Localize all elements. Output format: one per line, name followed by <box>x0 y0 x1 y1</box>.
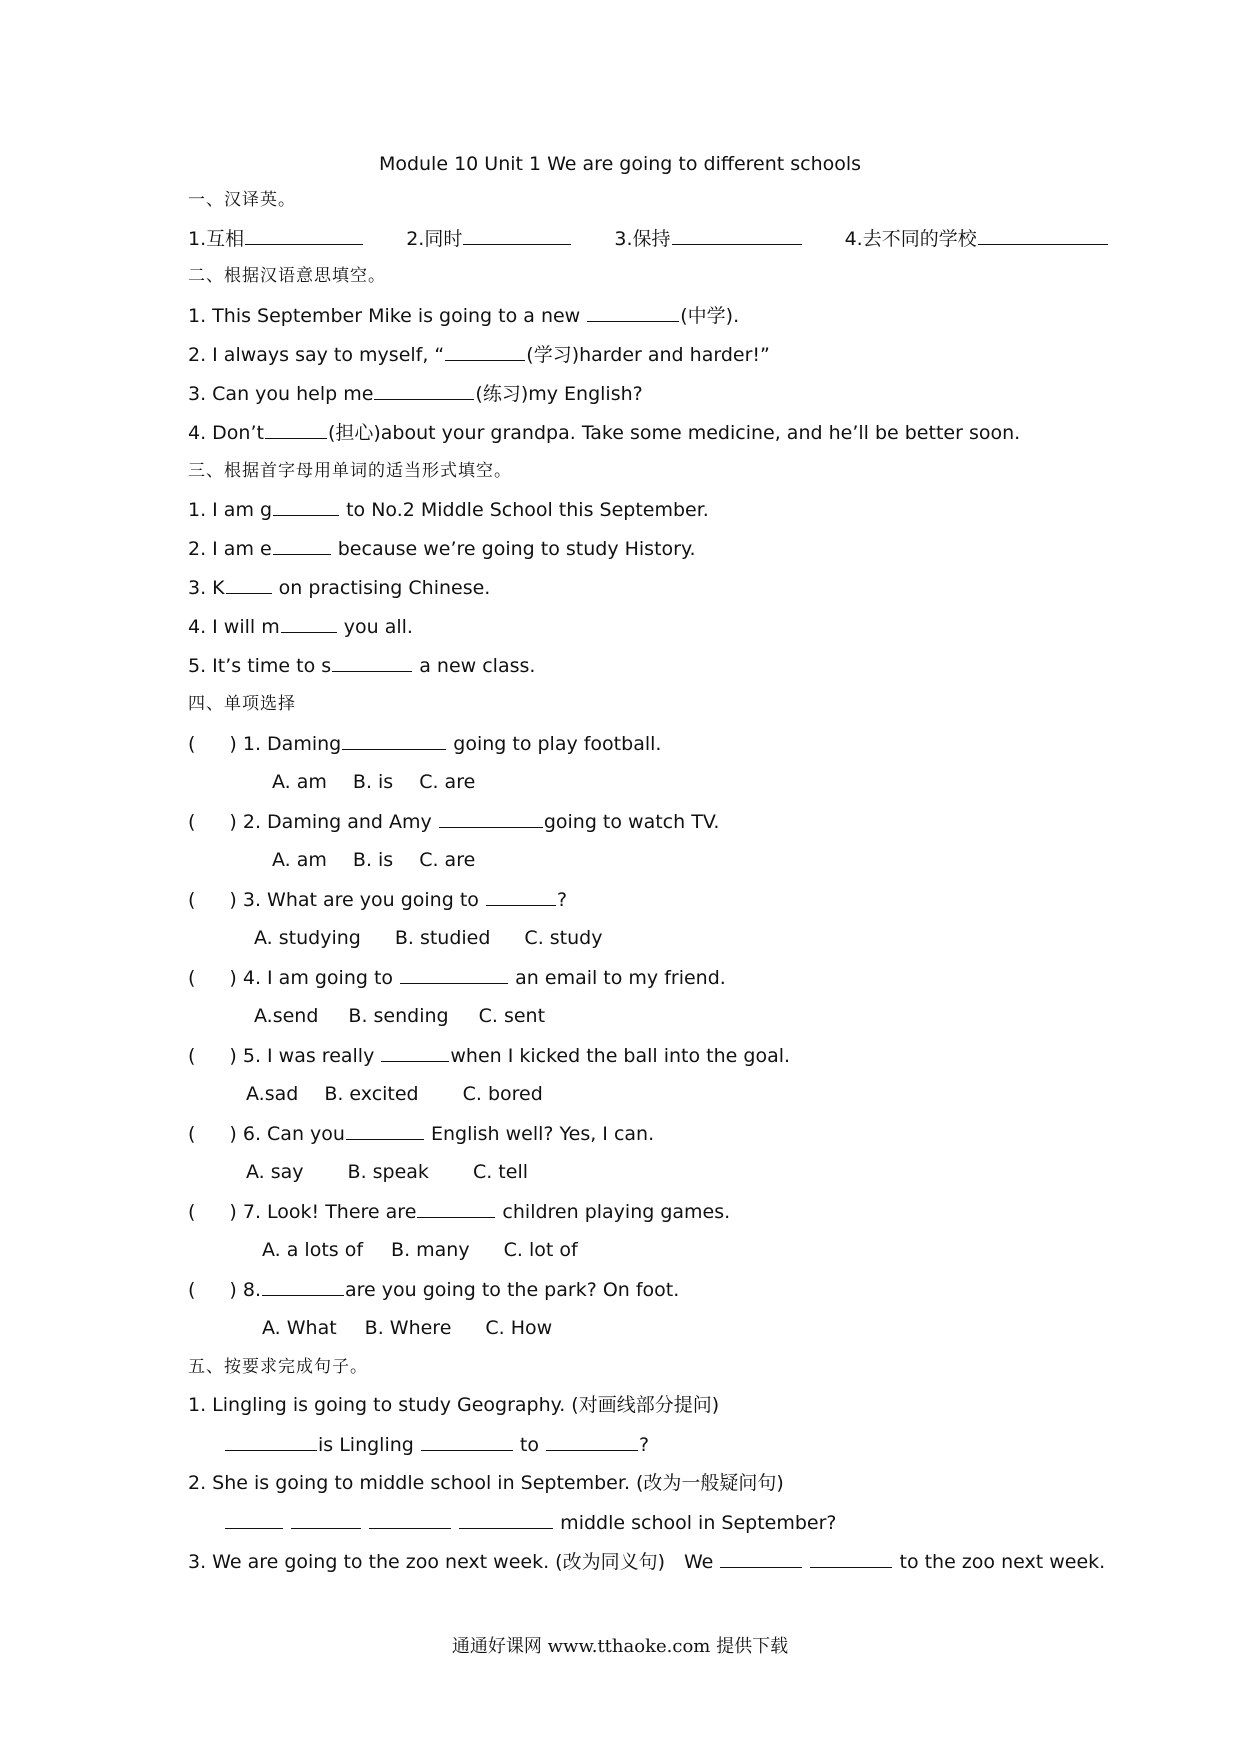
option-a[interactable]: A. What <box>262 1317 337 1339</box>
question-text: on practising Chinese. <box>272 577 491 599</box>
mc-question-6 <box>188 1121 654 1146</box>
question-text: 1. This September Mike is going to a new <box>188 305 587 327</box>
question-text: children playing games. <box>496 1201 731 1223</box>
question-text: ) 2. Daming and Amy <box>229 811 438 833</box>
answer-blank[interactable] <box>369 1510 451 1529</box>
question-text: 5. It’s time to s <box>188 655 332 677</box>
answer-paren[interactable]: ( <box>188 1201 196 1223</box>
question-text: a new class. <box>413 655 536 677</box>
section5-question-1: 1. Lingling is going to study Geography. (对画线部分提问) <box>188 1394 720 1416</box>
section3-question-2 <box>188 536 696 561</box>
question-text: ) 8. <box>229 1279 262 1301</box>
answer-blank[interactable] <box>226 575 272 594</box>
answer-blank[interactable] <box>445 342 525 361</box>
section2-heading: 二、根据汉语意思填空。 <box>188 266 386 286</box>
option-c[interactable]: C. bored <box>462 1083 543 1105</box>
option-b[interactable]: B. is <box>352 771 394 793</box>
section2-question-2 <box>188 342 770 367</box>
section5-answer-1 <box>224 1432 649 1457</box>
option-a[interactable]: A. am <box>272 771 327 793</box>
question-text: an email to my friend. <box>509 967 726 989</box>
question-text: ? <box>639 1434 650 1456</box>
question-text: 2. I always say to myself, “ <box>188 344 445 366</box>
question-text: (练习)my English? <box>475 383 643 405</box>
section2-question-1 <box>188 303 739 328</box>
answer-paren[interactable]: ( <box>188 1279 196 1301</box>
answer-blank[interactable] <box>421 1432 513 1451</box>
answer-blank[interactable] <box>245 226 363 245</box>
answer-blank[interactable] <box>587 303 679 322</box>
mc-options-1 <box>272 770 501 794</box>
section2-question-4 <box>188 420 1020 445</box>
question-text: going to play football. <box>447 733 662 755</box>
question-text: ) 7. Look! There are <box>229 1201 417 1223</box>
option-a[interactable]: A. a lots of <box>262 1239 364 1261</box>
question-text: (中学). <box>680 305 740 327</box>
mc-question-3 <box>188 887 567 912</box>
question-text: 3. We are going to the zoo next week. (改为同义句) We <box>188 1551 720 1573</box>
section3-heading: 三、根据首字母用单词的适当形式填空。 <box>188 461 512 481</box>
answer-blank[interactable] <box>273 497 339 516</box>
question-text: 4. I will m <box>188 616 280 638</box>
option-a[interactable]: A.sad <box>246 1083 299 1105</box>
question-text: going to watch TV. <box>543 811 720 833</box>
section3-question-4 <box>188 614 413 639</box>
vocab-label-2: 2.同时 <box>406 228 463 250</box>
answer-blank[interactable] <box>417 1199 495 1218</box>
page-title: Module 10 Unit 1 We are going to different schools <box>378 153 862 175</box>
answer-paren[interactable]: ( <box>188 1123 196 1145</box>
mc-options-3 <box>254 926 628 950</box>
answer-blank[interactable] <box>978 226 1108 245</box>
mc-options-8 <box>262 1316 578 1340</box>
vocab-label-4: 4.去不同的学校 <box>844 228 977 250</box>
answer-blank[interactable] <box>546 1432 638 1451</box>
vocab-item-2 <box>406 226 572 251</box>
answer-blank[interactable] <box>225 1432 317 1451</box>
answer-blank[interactable] <box>720 1549 802 1568</box>
option-c[interactable]: C. are <box>419 771 476 793</box>
option-c[interactable]: C. sent <box>478 1005 546 1027</box>
answer-paren[interactable]: ( <box>188 733 196 755</box>
answer-blank[interactable] <box>672 226 802 245</box>
question-text: 4. Don’t <box>188 422 264 444</box>
answer-paren[interactable]: ( <box>188 1045 196 1067</box>
answer-blank[interactable] <box>346 1121 424 1140</box>
option-a[interactable]: A. say <box>246 1161 304 1183</box>
section2-question-3 <box>188 381 643 406</box>
answer-paren[interactable]: ( <box>188 889 196 911</box>
option-b[interactable]: B. Where <box>364 1317 452 1339</box>
option-b[interactable]: B. many <box>391 1239 470 1261</box>
question-text: 1. I am g <box>188 499 273 521</box>
answer-blank[interactable] <box>281 614 337 633</box>
answer-blank[interactable] <box>291 1510 361 1529</box>
question-text: 3. K <box>188 577 225 599</box>
option-c[interactable]: C. are <box>419 849 476 871</box>
question-text: because we’re going to study History. <box>331 538 696 560</box>
option-c[interactable]: C. study <box>524 927 603 949</box>
question-text: to the zoo next week. <box>893 1551 1106 1573</box>
question-text: ? <box>556 889 568 911</box>
question-text: ) 1. Daming <box>229 733 342 755</box>
question-text: are you going to the park? On foot. <box>345 1279 680 1301</box>
answer-blank[interactable] <box>463 226 571 245</box>
question-text: ) 5. I was really <box>229 1045 381 1067</box>
question-text: 3. Can you help me <box>188 383 374 405</box>
footer-credit: 通通好课网 www.tthaoke.com 提供下载 <box>451 1636 789 1657</box>
option-a[interactable]: A. am <box>272 849 327 871</box>
answer-blank[interactable] <box>381 1043 449 1062</box>
vocab-item-4 <box>845 226 1109 251</box>
question-text: 2. I am e <box>188 538 272 560</box>
vocab-item-1 <box>188 226 364 251</box>
mc-question-8 <box>188 1277 679 1302</box>
mc-question-1 <box>188 731 661 756</box>
mc-options-5 <box>246 1082 569 1106</box>
question-text: when I kicked the ball into the goal. <box>450 1045 791 1067</box>
mc-question-4 <box>188 965 726 990</box>
answer-blank[interactable] <box>332 653 412 672</box>
section3-question-5 <box>188 653 535 678</box>
answer-blank[interactable] <box>459 1510 553 1529</box>
answer-blank[interactable] <box>342 731 446 750</box>
option-c[interactable]: C. How <box>485 1317 553 1339</box>
section5-heading: 五、按要求完成句子。 <box>188 1357 368 1377</box>
question-text: ) 3. What are you going to <box>229 889 485 911</box>
option-b[interactable]: B. is <box>352 849 394 871</box>
option-b[interactable]: B. speak <box>347 1161 429 1183</box>
option-b[interactable]: B. excited <box>324 1083 419 1105</box>
section1-heading: 一、汉译英。 <box>188 190 296 210</box>
answer-blank[interactable] <box>262 1277 344 1296</box>
vocab-item-3 <box>614 226 802 251</box>
mc-options-4 <box>254 1004 571 1028</box>
question-text: ) 4. I am going to <box>229 967 400 989</box>
mc-options-7 <box>262 1238 604 1262</box>
vocab-label-1: 1.互相 <box>188 228 245 250</box>
mc-options-6 <box>246 1160 554 1184</box>
option-b[interactable]: B. studied <box>394 927 491 949</box>
option-a[interactable]: A.send <box>254 1005 319 1027</box>
answer-blank[interactable] <box>439 809 543 828</box>
answer-blank[interactable] <box>273 536 331 555</box>
answer-blank[interactable] <box>400 965 508 984</box>
mc-options-2 <box>272 848 501 872</box>
mc-question-5 <box>188 1043 790 1068</box>
answer-blank[interactable] <box>810 1549 892 1568</box>
question-text: to <box>513 1434 546 1456</box>
section5-question-2: 2. She is going to middle school in September. (改为一般疑问句) <box>188 1472 784 1494</box>
question-text: middle school in September? <box>554 1512 837 1534</box>
question-text: you all. <box>337 616 413 638</box>
answer-blank[interactable] <box>486 887 556 906</box>
section3-question-3 <box>188 575 490 600</box>
section1-vocab-row <box>188 226 1109 251</box>
section3-question-1 <box>188 497 709 522</box>
answer-blank[interactable] <box>265 420 327 439</box>
question-text: to No.2 Middle School this September. <box>340 499 709 521</box>
question-text: is Lingling <box>318 1434 420 1456</box>
option-c[interactable]: C. tell <box>472 1161 528 1183</box>
mc-question-2 <box>188 809 719 834</box>
section5-answer-2 <box>224 1510 837 1535</box>
section5-question-3 <box>188 1549 1105 1574</box>
question-text: English well? Yes, I can. <box>424 1123 655 1145</box>
question-text: (学习)harder and harder!” <box>526 344 770 366</box>
option-c[interactable]: C. lot of <box>503 1239 578 1261</box>
answer-paren[interactable]: ( <box>188 811 196 833</box>
answer-blank[interactable] <box>225 1510 283 1529</box>
mc-question-7 <box>188 1199 730 1224</box>
question-text: ) 6. Can you <box>229 1123 345 1145</box>
answer-blank[interactable] <box>374 381 474 400</box>
question-text: (担心)about your grandpa. Take some medicine, and he’ll be better soon. <box>327 422 1021 444</box>
option-b[interactable]: B. sending <box>348 1005 449 1027</box>
section4-heading: 四、单项选择 <box>188 694 296 714</box>
vocab-label-3: 3.保持 <box>614 228 671 250</box>
option-a[interactable]: A. studying <box>254 927 361 949</box>
answer-paren[interactable]: ( <box>188 967 196 989</box>
